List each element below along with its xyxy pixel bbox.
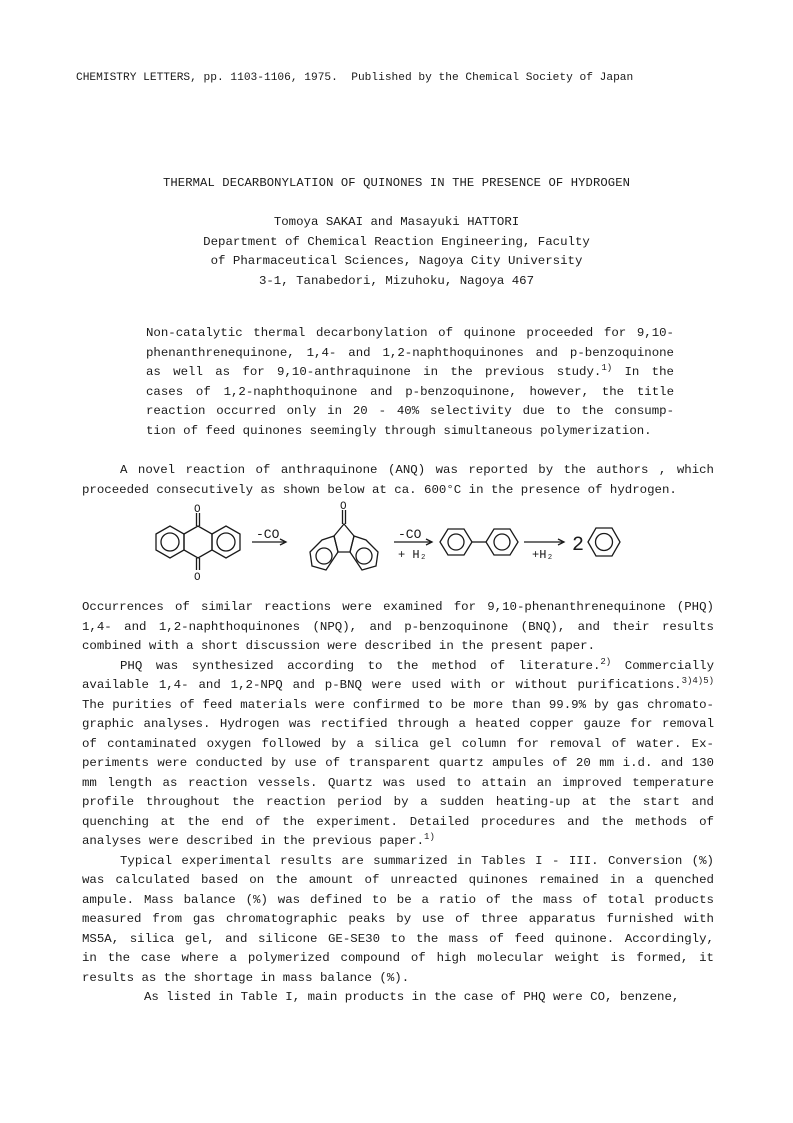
body-text: available 1,4- and 1,2-NPQ and p-BNQ were used with or without purifications. [82, 678, 682, 692]
journal-header: CHEMISTRY LETTERS, pp. 1103-1106, 1975. Published by the Chemical Society of Japan [76, 72, 634, 84]
body-line: combined with a short discussion were described in the present paper. [82, 639, 596, 653]
carbonyl-oxygen-label: O [194, 572, 201, 582]
abstract-text: as well as for 9,10-anthraquinone in the previous study. [146, 365, 602, 379]
biphenyl-structure [440, 529, 518, 555]
body-line [82, 676, 714, 696]
body-line: was calculated based on the amount of unreacted quinones remained in a quenched [82, 873, 714, 887]
abstract-line: reaction occurred only in 20 - 40% selectivity due to the consump- [146, 404, 674, 418]
body-paragraph [82, 598, 714, 1008]
reference-marker: 2) [600, 656, 612, 667]
body-line: of contaminated oxygen followed by a silica gel column for removal of water. Ex- [82, 736, 714, 751]
fluorenone-structure [310, 510, 378, 570]
step-label: +H₂ [532, 548, 554, 562]
body-line: 1,4- and 1,2-naphthoquinones (NPQ), and p-benzoquinone (BNQ), and their results [82, 619, 714, 634]
body-line: results as the shortage in mass balance (%). [82, 970, 410, 985]
step-label: -CO [398, 527, 422, 542]
body-line: periments were conducted by use of transparent quartz ampules of 20 mm i.d. and 130 [82, 756, 714, 770]
body-line: mm length as reaction vessels. Quartz was used to attain an improved temperature [82, 775, 714, 790]
benzene-structure [588, 528, 620, 556]
body-line: proceeded consecutively as shown below at ca. 600°C in the presence of hydrogen. [82, 482, 677, 497]
step-label: + H₂ [398, 548, 427, 562]
body-line: measured from gas chromatographic peaks by use of three apparatus furnished with [82, 912, 714, 926]
body-line: A novel reaction of anthraquinone (ANQ) was reported by the authors , which [120, 463, 714, 477]
affiliation-line: of Pharmaceutical Sciences, Nagoya City University [210, 254, 583, 268]
paper-title: THERMAL DECARBONYLATION OF QUINONES IN THE PRESENCE OF HYDROGEN [162, 176, 631, 190]
reaction-scheme [140, 500, 660, 582]
body-line: MS5A, silica gel, and silicone GE-SE30 to the mass of feed quinone. Accordingly, [82, 931, 714, 946]
abstract-line [146, 363, 674, 383]
affiliation-line: Department of Chemical Reaction Engineering, Faculty [203, 234, 590, 249]
body-line: graphic analyses. Hydrogen was rectified through a heated copper gauze for removal [82, 717, 714, 731]
carbonyl-oxygen-label: O [340, 501, 347, 513]
abstract-line: tion of feed quinones seemingly through simultaneous polymerization. [146, 423, 652, 438]
abstract-line: phenanthrenequinone, 1,4- and 1,2-naphthoquinones and p-benzoquinone [146, 345, 674, 360]
abstract-text: In the [612, 365, 674, 379]
step-label: -CO [256, 527, 280, 542]
abstract-line: cases of 1,2-naphthoquinone and p-benzoquinone, however, the title [146, 384, 674, 399]
intro-paragraph [82, 461, 714, 500]
abstract [146, 324, 674, 441]
body-line: The purities of feed materials were confirmed to be more than 99.9% by gas chromato- [82, 697, 714, 712]
body-line: profile throughout the reaction period by a sudden heating-up at the start and [82, 795, 714, 809]
author-block [0, 213, 793, 291]
body-text: Commercially [611, 658, 715, 673]
reference-marker: 1) [424, 832, 435, 842]
abstract-line: Non-catalytic thermal decarbonylation of quinone proceeded for 9,10- [146, 326, 674, 340]
body-line: in the case where a polymerized compound of high molecular weight is formed, it [82, 951, 714, 965]
author-names: Tomoya SAKAI and Masayuki HATTORI [273, 215, 520, 229]
body-line [82, 657, 714, 677]
affiliation-address: 3-1, Tanabedori, Mizuhoku, Nagoya 467 [258, 273, 535, 288]
body-line [82, 832, 714, 852]
anthraquinone-structure [156, 513, 240, 570]
body-line: ampule. Mass balance (%) was defined to be a ratio of the mass of total products [82, 892, 714, 907]
carbonyl-oxygen-label: O [194, 504, 201, 516]
body-line: Typical experimental results are summarized in Tables I - III. Conversion (%) [120, 853, 714, 868]
body-line: As listed in Table I, main products in the case of PHQ were CO, benzene, [144, 990, 680, 1004]
body-line: Occurrences of similar reactions were examined for 9,10-phenanthrenequinone (PHQ) [82, 600, 714, 614]
stoichiometric-coefficient: 2 [572, 534, 585, 557]
body-text: PHQ was synthesized according to the method of literature. [120, 658, 601, 673]
reference-marker: 3)4)5) [681, 676, 714, 686]
body-line: quenching at the end of the experiment. Detailed procedures and the methods of [82, 814, 714, 829]
body-text: analyses were described in the previous paper. [82, 834, 425, 848]
reference-marker: 1) [601, 363, 613, 373]
